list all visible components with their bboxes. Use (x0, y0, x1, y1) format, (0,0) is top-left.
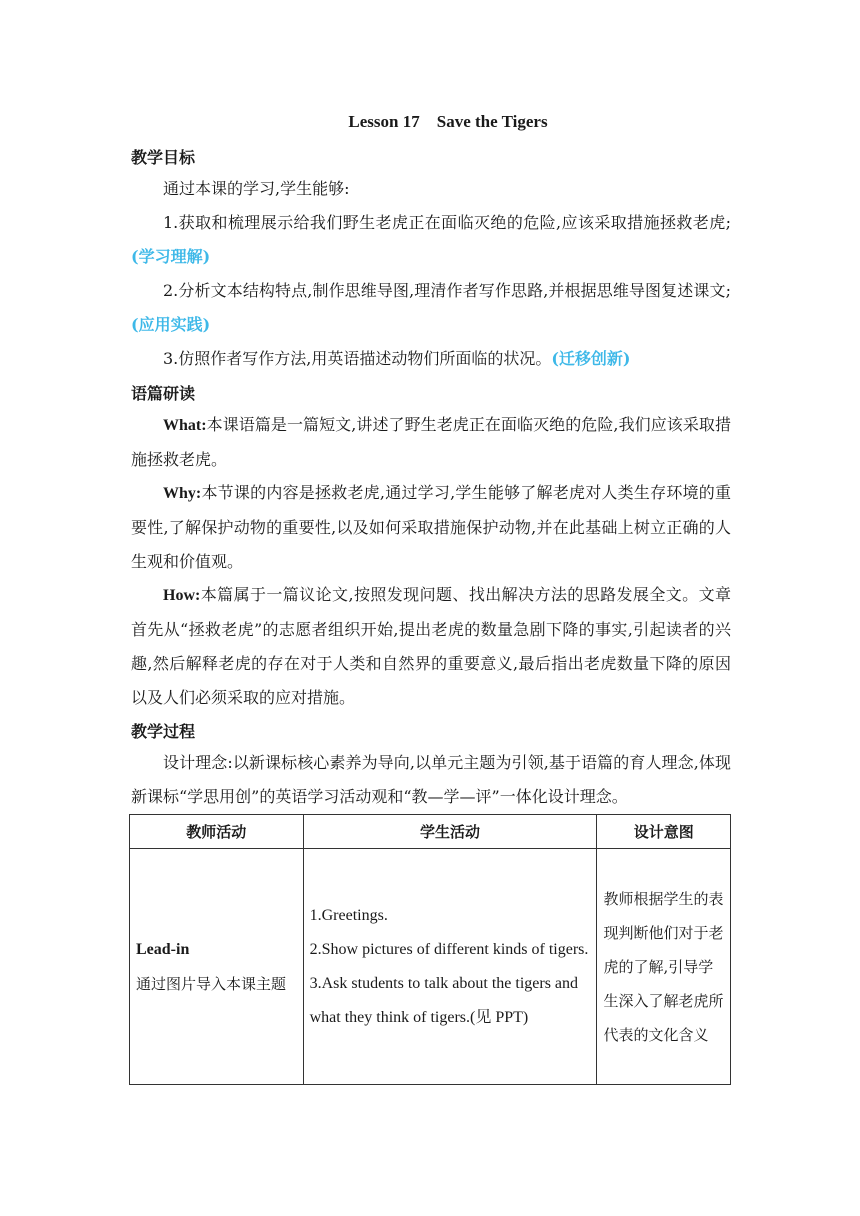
cell-student-activity (303, 849, 597, 1085)
objective-item-1 (131, 206, 731, 274)
header-student-activity: 学生活动 (303, 815, 597, 849)
lead-in-title: Lead-in (136, 940, 190, 958)
student-line-2: 2.Show pictures of different kinds of tigers. (309, 940, 589, 958)
table-row (130, 849, 731, 1085)
lesson-title: Lesson 17 Save the Tigers (348, 112, 548, 131)
process-heading: 教学过程 (131, 722, 196, 741)
what-text: 本课语篇是一篇短文,讲述了野生老虎正在面临灭绝的危险,我们应该采取措施拯救老虎。 (131, 415, 731, 469)
objectives-intro: 通过本课的学习,学生能够: (163, 179, 350, 198)
objective-item-2-tag: (应用实践) (131, 315, 211, 334)
cell-teacher-activity (130, 849, 304, 1085)
cell-design-intent: 教师根据学生的表现判断他们对于老虎的了解,引导学生深入了解老虎所代表的文化含义 (597, 849, 731, 1085)
objective-item-2 (131, 274, 731, 342)
objective-item-3-tag: (迁移创新) (551, 349, 631, 368)
process-concept: 设计理念:以新课标核心素养为导向,以单元主题为引领,基于语篇的育人理念,体现新课标“学思用创”的英语学习活动观和“教—学—评”一体化设计理念。 (131, 753, 731, 806)
how-label: How: (163, 587, 201, 604)
what-label: What: (163, 417, 207, 434)
objective-item-2-text: 2.分析文本结构特点,制作思维导图,理清作者写作思路,并根据思维导图复述课文; (163, 281, 731, 300)
objective-item-3 (131, 342, 731, 376)
analysis-how (131, 578, 731, 715)
objective-item-1-tag: (学习理解) (131, 247, 211, 266)
analysis-heading: 语篇研读 (131, 384, 196, 403)
analysis-what (131, 408, 731, 477)
student-line-1: 1.Greetings. (309, 906, 388, 924)
header-design-intent: 设计意图 (597, 815, 731, 849)
analysis-why (131, 476, 731, 579)
lead-in-text: 通过图片导入本课主题 (136, 974, 287, 993)
objective-item-3-text: 3.仿照作者写作方法,用英语描述动物们所面临的状况。 (163, 349, 552, 368)
student-line-3: 3.Ask students to talk about the tigers and what they think of tigers.(见 PPT) (309, 974, 579, 1026)
lesson-plan-table (129, 814, 731, 1085)
objectives-heading: 教学目标 (131, 148, 196, 167)
table-header-row (130, 815, 731, 849)
how-text: 本篇属于一篇议论文,按照发现问题、找出解决方法的思路发展全文。文章首先从“拯救老虎”的志愿者组织开始,提出老虎的数量急剧下降的事实,引起读者的兴趣,然后解释老虎的存在对于人类和自然界的重要意义,最后指出老虎数量下降的原因以及人们必须采取的应对措施。 (131, 585, 731, 707)
header-teacher-activity: 教师活动 (130, 815, 304, 849)
why-label: Why: (163, 485, 202, 502)
why-text: 本节课的内容是拯救老虎,通过学习,学生能够了解老虎对人类生存环境的重要性,了解保护动物的重要性,以及如何采取措施保护动物,并在此基础上树立正确的人生观和价值观。 (131, 483, 731, 571)
objective-item-1-text: 1.获取和梳理展示给我们野生老虎正在面临灭绝的危险,应该采取措施拯救老虎; (163, 213, 731, 232)
